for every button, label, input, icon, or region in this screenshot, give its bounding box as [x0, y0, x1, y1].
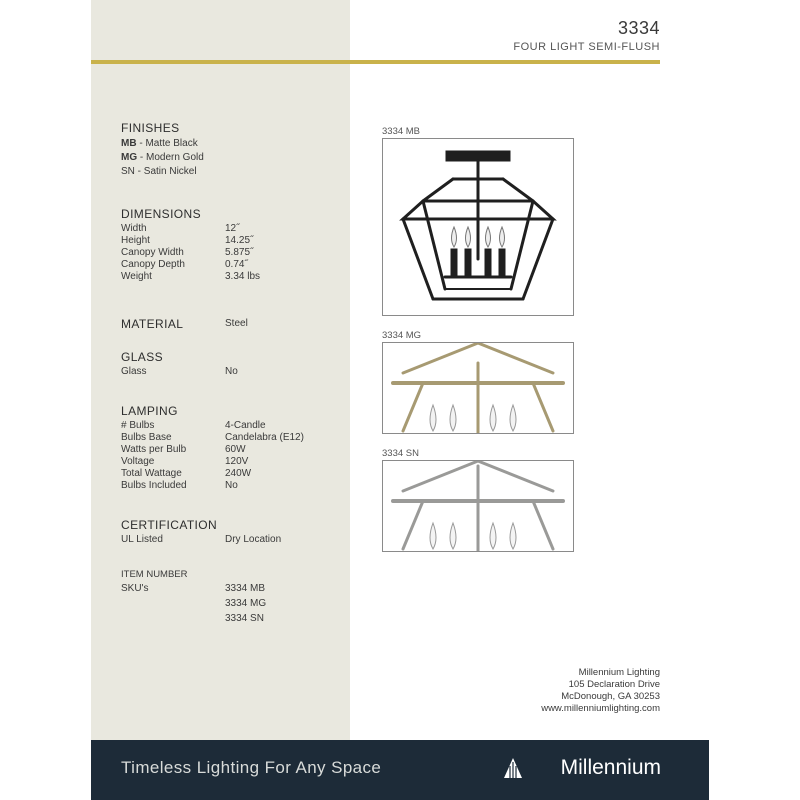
- finish-item: [121, 151, 204, 165]
- spec-row: [121, 366, 341, 378]
- material-heading: MATERIAL: [121, 317, 184, 331]
- city-state-zip: McDonough, GA 30253: [561, 691, 660, 702]
- material-value: Steel: [225, 318, 248, 329]
- spec-label: Width: [121, 223, 147, 234]
- finish-item: [121, 137, 204, 151]
- certification-heading: CERTIFICATION: [121, 518, 218, 532]
- spec-row: [121, 235, 341, 247]
- sku-value: 3334 SN: [225, 613, 264, 624]
- spec-row: [121, 316, 341, 332]
- product-image-mg: [382, 342, 574, 434]
- product-image-mb: [382, 138, 574, 316]
- sku-row: [121, 581, 341, 596]
- certification-section: [121, 518, 341, 546]
- spec-label: Voltage: [121, 456, 155, 467]
- product-image-sn: [382, 460, 574, 552]
- spec-label: # Bulbs: [121, 420, 155, 431]
- spec-label: UL Listed: [121, 534, 163, 545]
- spec-value: 3.34 lbs: [225, 271, 261, 282]
- spec-value: 240W: [225, 468, 252, 479]
- item-number-heading: ITEM NUMBER: [121, 569, 188, 580]
- spec-row: [121, 456, 341, 468]
- spec-value: 60W: [225, 444, 246, 455]
- lantern-modern-gold-illustration: [383, 343, 573, 433]
- spec-label: Weight: [121, 271, 152, 282]
- spec-label: Total Wattage: [121, 468, 182, 479]
- millennium-logo-icon: [504, 758, 522, 783]
- spec-row: [121, 480, 341, 492]
- footer-banner: [91, 740, 709, 800]
- spec-label: Canopy Depth: [121, 259, 185, 270]
- company-address: [561, 667, 660, 703]
- product-number: 3334: [617, 18, 660, 38]
- spec-value: No: [225, 366, 238, 377]
- finish-code: MG: [121, 152, 138, 163]
- lantern-matte-black-illustration: [383, 139, 573, 315]
- image-label-mb: 3334 MB: [382, 126, 421, 137]
- glass-section: [121, 350, 341, 378]
- footer-tagline: Timeless Lighting For Any Space: [121, 758, 382, 777]
- website-link[interactable]: www.millenniumlighting.com: [541, 703, 660, 714]
- spec-label: Glass: [121, 366, 147, 377]
- material-section: [121, 316, 341, 332]
- lamping-heading: LAMPING: [121, 404, 178, 418]
- spec-row: [121, 247, 341, 259]
- spec-row: [121, 223, 341, 235]
- spec-value: 0.74˝: [225, 259, 248, 270]
- header-divider: [91, 60, 660, 64]
- finish-name: SN - Satin Nickel: [121, 166, 197, 177]
- spec-row: [121, 468, 341, 480]
- spec-value: 14.25˝: [225, 235, 254, 246]
- image-label-mg: 3334 MG: [382, 330, 422, 341]
- finish-code: MB: [121, 138, 137, 149]
- lamping-section: [121, 404, 341, 492]
- sku-value: 3334 MB: [225, 583, 266, 594]
- spec-label: Height: [121, 235, 150, 246]
- finish-name: Modern Gold: [146, 152, 204, 163]
- spec-value: 12˝: [225, 223, 240, 234]
- dimensions-heading: DIMENSIONS: [121, 207, 202, 221]
- spec-value: Candelabra (E12): [225, 432, 304, 443]
- spec-row: [121, 432, 341, 444]
- spec-row: [121, 420, 341, 432]
- product-description: FOUR LIGHT SEMI-FLUSH: [513, 41, 660, 53]
- footer-brand-name: Millennium: [560, 756, 661, 779]
- finish-name: Matte Black: [145, 138, 198, 149]
- spec-row: [121, 444, 341, 456]
- spec-value: 4-Candle: [225, 420, 266, 431]
- spec-row: [121, 534, 341, 546]
- spec-label: Bulbs Included: [121, 480, 187, 491]
- glass-heading: GLASS: [121, 350, 164, 364]
- finish-item: [121, 165, 204, 179]
- spec-row: [121, 259, 341, 271]
- sku-row: [121, 611, 341, 626]
- spec-label: Bulbs Base: [121, 432, 172, 443]
- item-number-section: [121, 569, 341, 626]
- spec-row: [121, 271, 341, 283]
- lantern-satin-nickel-illustration: [383, 461, 573, 551]
- company-name: Millennium Lighting: [578, 667, 660, 678]
- finish-separator: -: [136, 138, 146, 149]
- finish-separator: -: [137, 152, 146, 163]
- spec-value: Dry Location: [225, 534, 282, 545]
- sku-value: 3334 MG: [225, 598, 267, 609]
- image-label-sn: 3334 SN: [382, 448, 419, 459]
- sku-label: SKU's: [121, 583, 149, 594]
- spec-label: Canopy Width: [121, 247, 184, 258]
- spec-value: 5.875˝: [225, 247, 254, 258]
- street-address: 105 Declaration Drive: [568, 679, 660, 690]
- finishes-section: [121, 121, 204, 179]
- sku-row: [121, 596, 341, 611]
- spec-label: Watts per Bulb: [121, 444, 187, 455]
- dimensions-section: [121, 207, 341, 283]
- finishes-heading: FINISHES: [121, 121, 180, 135]
- spec-value: 120V: [225, 456, 249, 467]
- spec-value: No: [225, 480, 238, 491]
